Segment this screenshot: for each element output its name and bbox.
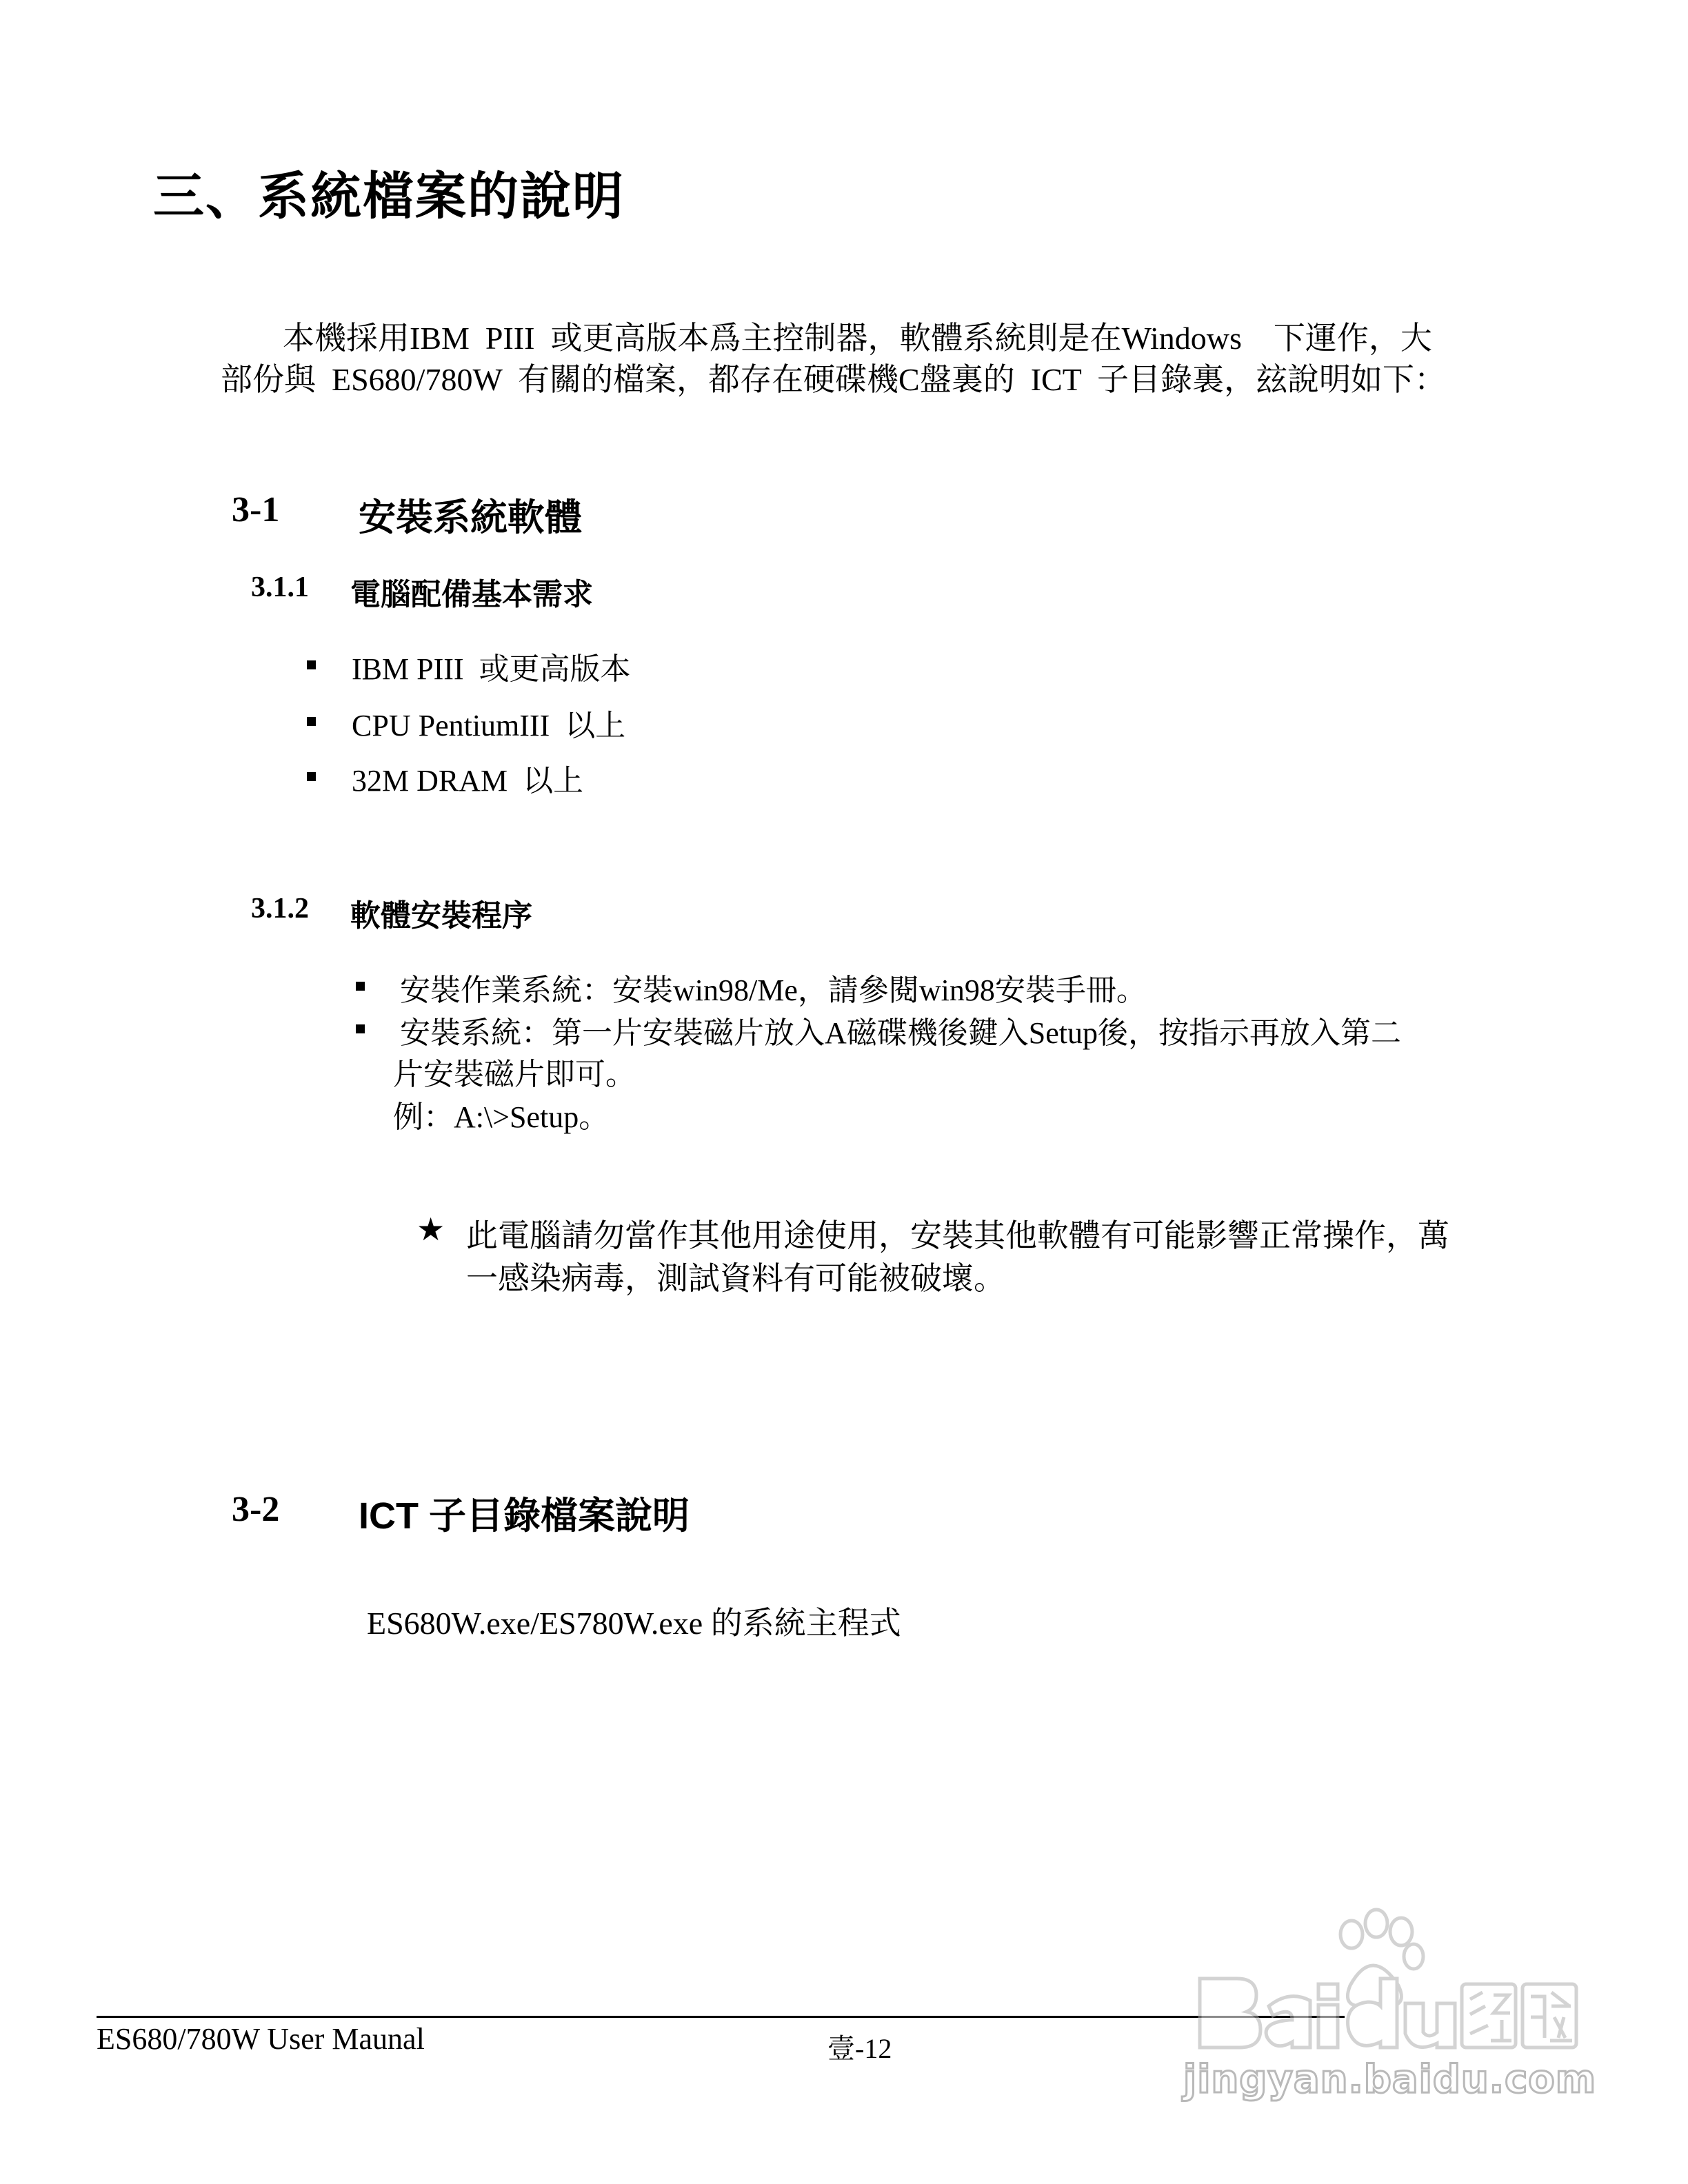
square-bullet-icon xyxy=(307,772,316,781)
warning-note-line-2: 一感染病毒，測試資料有可能被破壞。 xyxy=(466,1261,1005,1296)
intro-paragraph-line-2: 部份與 ES680/780W 有關的檔案，都存在硬碟機C盤裏的 ICT 子目錄裏，玆說明如下： xyxy=(221,362,1446,397)
subsection-title: 軟體安裝程序 xyxy=(350,899,532,933)
square-bullet-icon xyxy=(356,982,365,991)
section-number: 3-2 xyxy=(232,1490,280,1529)
square-bullet-icon xyxy=(307,717,316,726)
star-icon: ★ xyxy=(416,1212,445,1247)
intro-paragraph-line-1: 本機採用IBM PIII 或更高版本爲主控制器，軟體系統則是在Windows 下運作，大 xyxy=(283,321,1432,356)
section-title: 安裝系統軟體 xyxy=(359,497,582,538)
requirement-item: IBM PIII 或更高版本 xyxy=(352,652,631,686)
subsection-number: 3.1.1 xyxy=(251,572,309,603)
section-number: 3-1 xyxy=(232,490,280,529)
square-bullet-icon xyxy=(307,660,316,669)
section-title: ICT 子目錄檔案說明 xyxy=(359,1495,690,1537)
warning-note-line-1: 此電腦請勿當作其他用途使用，安裝其他軟體有可能影響正常操作，萬 xyxy=(466,1218,1449,1253)
requirement-item: 32M DRAM 以上 xyxy=(352,764,584,798)
footer-manual-name: ES680/780W User Maunal xyxy=(97,2022,425,2056)
footer-rule xyxy=(97,2016,1345,2018)
watermark-url: jingyan.baidu.com xyxy=(1183,2057,1597,2102)
requirement-item: CPU PentiumIII 以上 xyxy=(352,709,626,742)
subsection-title: 電腦配備基本需求 xyxy=(350,578,593,611)
ict-file-description: ES680W.exe/ES780W.exe 的系統主程式 xyxy=(367,1606,901,1641)
square-bullet-icon xyxy=(356,1024,365,1033)
page-number: 壹-12 xyxy=(827,2033,892,2064)
install-step: 安裝系統：第一片安裝磁片放入A磁碟機後鍵入Setup後，按指示再放入第二 xyxy=(400,1016,1401,1050)
install-step: 安裝作業系統：安裝win98/Me，請參閱win98安裝手冊。 xyxy=(400,973,1147,1007)
baidu-watermark-logo xyxy=(1186,1903,1586,2068)
install-step-continuation: 片安裝磁片即可。 xyxy=(393,1058,636,1091)
chapter-title: 三、系統檔案的說明 xyxy=(153,169,625,225)
subsection-number: 3.1.2 xyxy=(251,893,309,924)
install-step-example: 例：A:\>Setup。 xyxy=(393,1100,610,1134)
